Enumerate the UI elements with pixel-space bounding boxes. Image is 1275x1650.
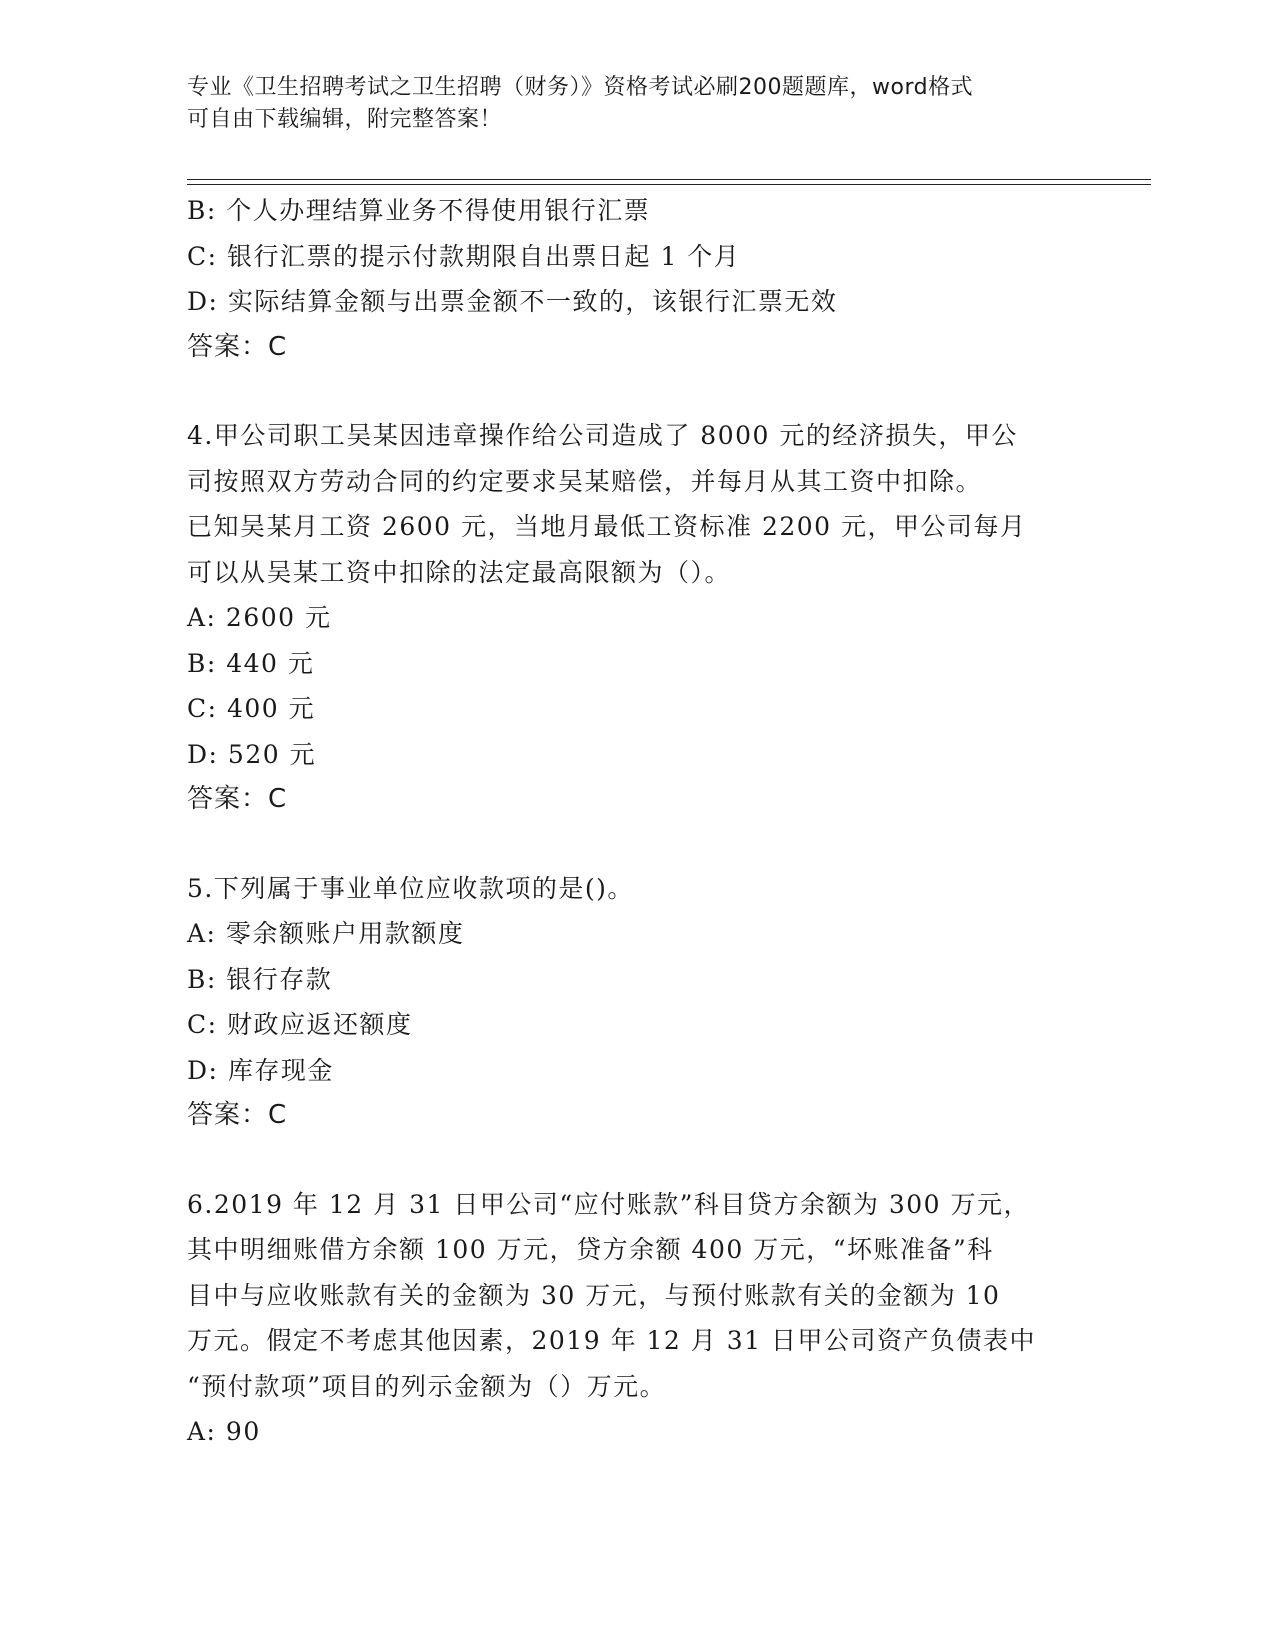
question-stem-line: 可以从吴某工资中扣除的法定最高限额为（）。 <box>187 557 732 587</box>
question-gap <box>187 1139 1087 1182</box>
question-stem-line: 6.2019 年 12 月 31 日甲公司“应付账款”科目贷方余额为 300 万元， <box>187 1189 1031 1219</box>
header-line-1: 专业《卫生招聘考试之卫生招聘（财务）》资格考试必刷200题题库，word格式 <box>187 75 974 100</box>
option-d: D: 520 元 <box>187 739 317 769</box>
option-a: A: 零余额账户用款额度 <box>187 919 465 948</box>
question-4 <box>187 413 1087 823</box>
option-b: B: 个人办理结算业务不得使用银行汇票 <box>187 196 651 225</box>
option-c: C: 财政应返还额度 <box>187 1010 413 1039</box>
question-content <box>187 188 1087 1455</box>
question-stem-line: 万元。假定不考虑其他因素，2019 年 12 月 31 日甲公司资产负债表中 <box>187 1326 1036 1355</box>
header-rule-top <box>187 179 1151 180</box>
option-a: A: 90 <box>187 1417 261 1446</box>
question-6 <box>187 1182 1087 1455</box>
question-stem-line: 目中与应收账款有关的金额为 30 万元，与预付账款有关的金额为 10 <box>187 1280 1001 1310</box>
question-5 <box>187 866 1087 1139</box>
document-header <box>187 72 1087 136</box>
header-rule-bottom <box>187 184 1151 185</box>
question-3-tail <box>187 188 1087 370</box>
option-d: D: 实际结算金额与出票金额不一致的，该银行汇票无效 <box>187 287 838 316</box>
header-line-2: 可自由下载编辑，附完整答案！ <box>187 107 503 132</box>
option-d: D: 库存现金 <box>187 1055 334 1085</box>
option-a: A: 2600 元 <box>187 603 332 632</box>
answer: 答案：C <box>187 784 288 814</box>
question-gap <box>187 370 1087 413</box>
answer: 答案：C <box>187 1100 288 1130</box>
option-b: B: 银行存款 <box>187 964 333 994</box>
question-stem-line: 司按照双方劳动合同的约定要求吴某赔偿，并每月从其工资中扣除。 <box>187 466 983 496</box>
question-stem-line: 已知吴某月工资 2600 元，当地月最低工资标准 2200 元，甲公司每月 <box>187 512 1027 541</box>
question-stem-line: 5.下列属于事业单位应收款项的是()。 <box>187 873 634 903</box>
option-c: C: 银行汇票的提示付款期限自出票日起 1 个月 <box>187 241 741 271</box>
question-gap <box>187 823 1087 866</box>
answer: 答案：C <box>187 331 288 362</box>
option-b: B: 440 元 <box>187 648 315 678</box>
question-stem-line: “预付款项”项目的列示金额为（）万元。 <box>187 1371 667 1401</box>
option-c: C: 400 元 <box>187 694 316 723</box>
question-stem-line: 4.甲公司职工吴某因违章操作给公司造成了 8000 元的经济损失，甲公 <box>187 421 1018 450</box>
question-stem-line: 其中明细账借方余额 100 万元，贷方余额 400 万元，“坏账准备”科 <box>187 1235 994 1264</box>
